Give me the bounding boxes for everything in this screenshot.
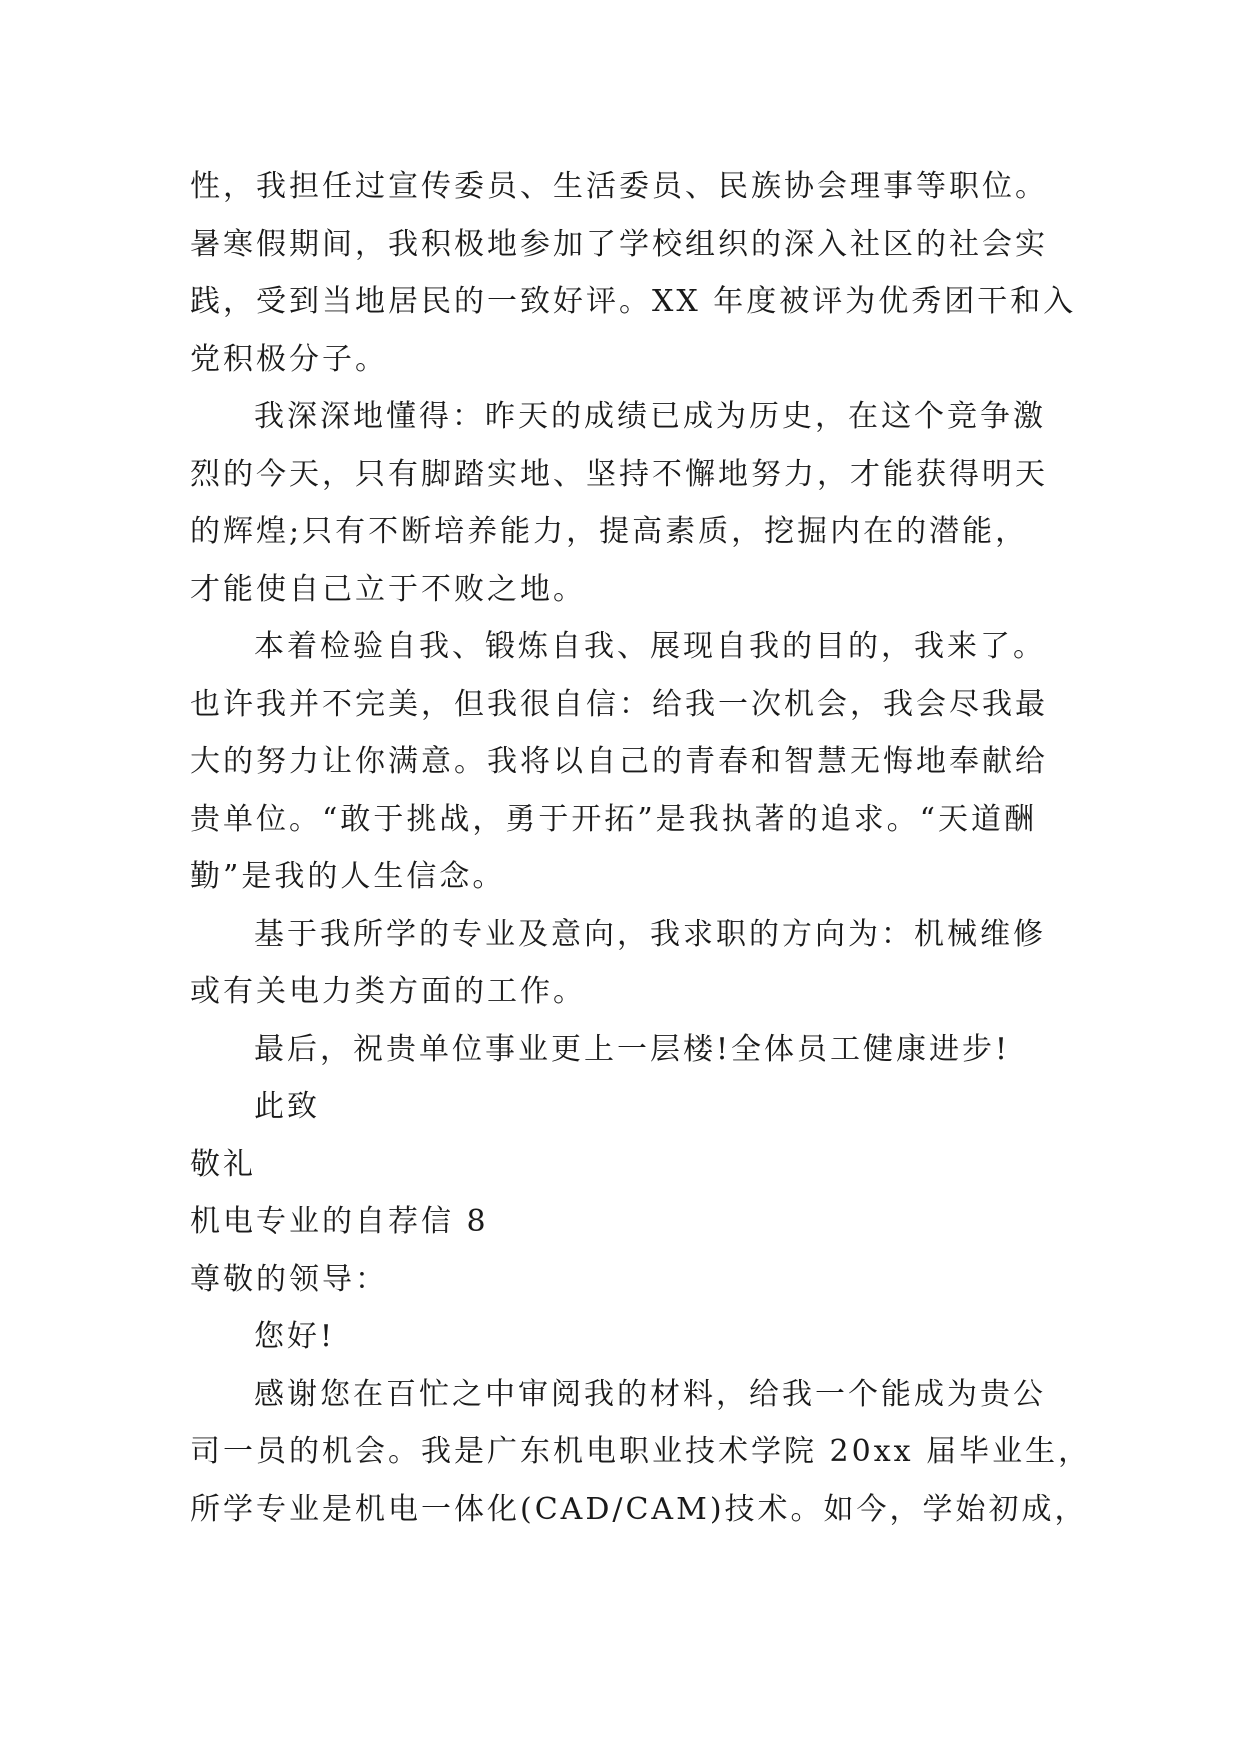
text-line: 我深深地懂得：昨天的成绩已成为历史，在这个竞争激 — [254, 399, 1046, 434]
text-line: 践，受到当地居民的一致好评。XX 年度被评为优秀团干和入 — [190, 284, 1077, 319]
salutation-line: 敬礼 — [190, 1146, 256, 1182]
text-line: 贵单位。“敢于挑战，勇于开拓”是我执著的追求。“天道酬 — [190, 801, 1038, 837]
letter-body — [190, 158, 1090, 1538]
text-line: 最后，祝贵单位事业更上一层楼!全体员工健康进步! — [254, 1031, 1011, 1067]
closing-line: 此致 — [254, 1089, 320, 1124]
text-line: 也许我并不完美，但我很自信：给我一次机会，我会尽我最 — [190, 686, 1048, 722]
text-line: 的辉煌;只有不断培养能力，提高素质，挖掘内在的潜能， — [190, 514, 1029, 549]
text-line: 本着检验自我、锻炼自我、展现自我的目的，我来了。 — [254, 629, 1046, 664]
text-line: 或有关电力类方面的工作。 — [190, 974, 586, 1009]
text-line: 感谢您在百忙之中审阅我的材料，给我一个能成为贵公 — [254, 1376, 1046, 1412]
section-title: 机电专业的自荐信 8 — [190, 1204, 489, 1239]
text-line: 暑寒假期间，我积极地参加了学校组织的深入社区的社会实 — [190, 226, 1048, 262]
text-line: 基于我所学的专业及意向，我求职的方向为：机械维修 — [254, 916, 1046, 952]
text-line: 党积极分子。 — [190, 341, 388, 377]
text-line: 才能使自己立于不败之地。 — [190, 571, 586, 607]
greeting-line: 尊敬的领导： — [190, 1261, 388, 1297]
greeting-line: 您好! — [254, 1319, 336, 1354]
text-line: 性，我担任过宣传委员、生活委员、民族协会理事等职位。 — [190, 169, 1048, 204]
text-line: 烈的今天，只有脚踏实地、坚持不懈地努力，才能获得明天 — [190, 456, 1048, 492]
text-line: 所学专业是机电一体化(CAD/CAM)技术。如今，学始初成， — [190, 1491, 1088, 1527]
text-line: 大的努力让你满意。我将以自己的青春和智慧无悔地奉献给 — [190, 744, 1048, 779]
text-line: 司一员的机会。我是广东机电职业技术学院 20xx 届毕业生， — [190, 1434, 1092, 1469]
text-line: 勤”是我的人生信念。 — [190, 859, 506, 894]
